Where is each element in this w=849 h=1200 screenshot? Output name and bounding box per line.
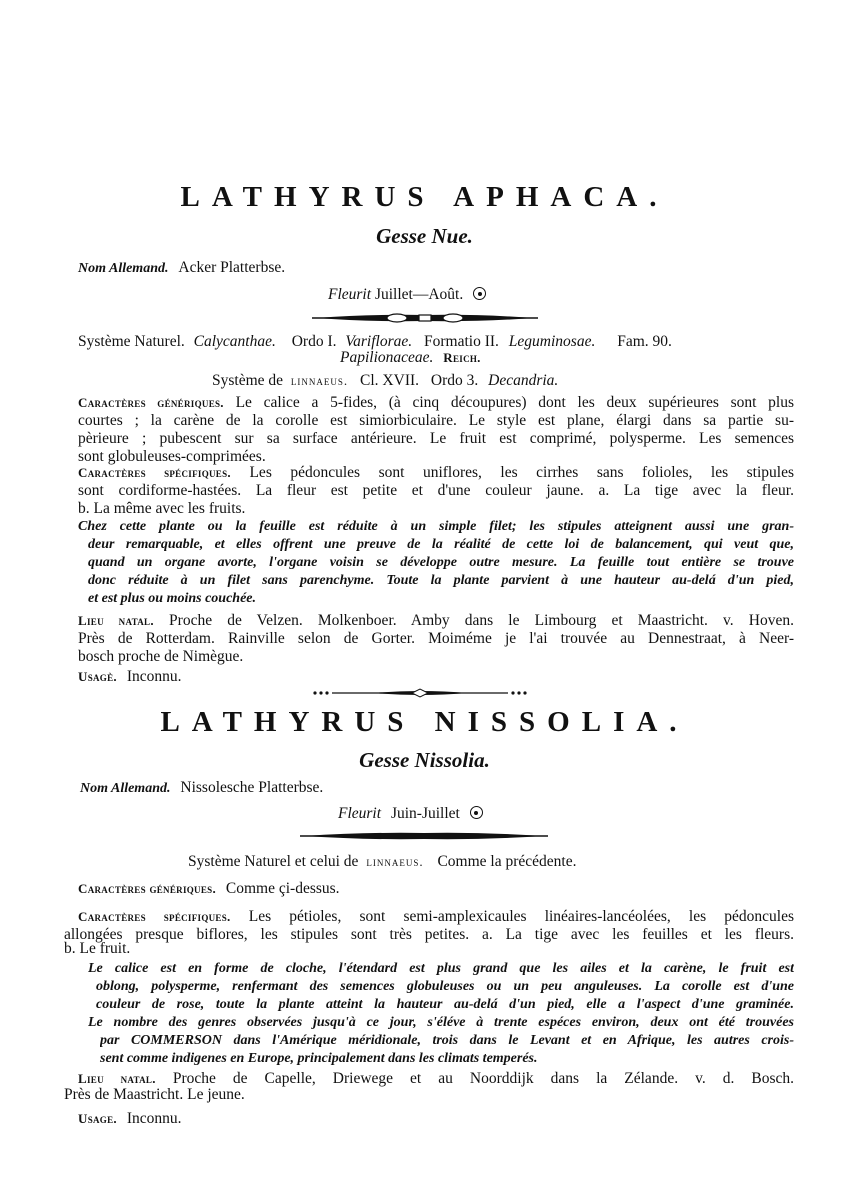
perennial-symbol-icon bbox=[470, 806, 483, 819]
formatio-label: Formatio II. bbox=[424, 333, 499, 350]
note-line: oblong, polysperme, renfermant des semences globuleuses ou un peu anguleuses. La corolle est d'une bbox=[96, 979, 794, 994]
generic-characters-line bbox=[78, 394, 794, 412]
generic-characters-text: Le calice a 5-fides, (à cinq découpures) dont les deux supérieures sont plus bbox=[235, 394, 794, 411]
flowering-line bbox=[338, 804, 483, 823]
habitat-line: Près de Maastricht. Le jeune. bbox=[64, 1086, 245, 1103]
natural-system-class: Calycanthae. bbox=[193, 333, 276, 350]
linnaeus-system-line bbox=[212, 371, 558, 390]
linnaeus-name: linnaeus. bbox=[366, 854, 424, 869]
generic-characters-label: Caractères génériques. bbox=[78, 881, 217, 896]
note-line: quand un organe avorte, l'organe voisin se développe outre mesure. La feuille tout entière se trouve bbox=[88, 555, 794, 570]
note-line: sent comme indigenes en Europe, principalement dans les climats temperés. bbox=[100, 1051, 538, 1066]
usage-label: Usagè. bbox=[78, 669, 117, 684]
linnaeus-name: linnaeus. bbox=[290, 373, 349, 388]
ordo-name: Variflorae. bbox=[345, 333, 413, 350]
specific-characters-text: Les pétioles, sont semi-amplexicaules linéaires-lancéolées, les pédoncules bbox=[248, 908, 794, 925]
habitat-text: Proche de Capelle, Driewege et au Noorddijk dans la Zélande. v. d. Bosch. bbox=[172, 1070, 794, 1087]
linnaeus-prefix: Système de bbox=[212, 372, 284, 389]
family-number: Fam. 90. bbox=[617, 333, 672, 350]
species-common-name: Gesse Nue. bbox=[376, 224, 473, 248]
formatio-name: Leguminosae. bbox=[508, 333, 596, 350]
specific-characters-line: b. La même avec les fruits. bbox=[78, 500, 246, 517]
generic-characters-line bbox=[78, 880, 340, 898]
note-line: Le nombre des genres observées jusqu'à ce jour, s'éléve à trente espéces environ, deux ont été trouvées bbox=[88, 1015, 794, 1030]
subfamily-line bbox=[340, 348, 481, 367]
species-title: LATHYRUS APHACA. bbox=[180, 181, 669, 213]
usage-value: Inconnu. bbox=[126, 1110, 182, 1127]
linnaeus-order-name: Decandria. bbox=[488, 372, 559, 389]
ornament-divider-icon bbox=[312, 688, 528, 698]
ornament-divider-icon bbox=[312, 312, 538, 324]
flowering-value: Juillet—Août. bbox=[374, 286, 464, 303]
note-line: et est plus ou moins couchée. bbox=[88, 591, 257, 606]
flowering-line bbox=[328, 285, 486, 304]
german-name-label: Nom Allemand. bbox=[78, 261, 169, 276]
flowering-label: Fleurit bbox=[328, 286, 372, 303]
specific-characters-line bbox=[78, 464, 794, 482]
german-name: Acker Platterbse. bbox=[178, 259, 286, 276]
species-common-name: Gesse Nissolia. bbox=[359, 748, 490, 772]
generic-characters-text: Comme çi-dessus. bbox=[225, 880, 340, 897]
specific-characters-line: b. Le fruit. bbox=[64, 940, 131, 957]
german-name-label: Nom Allemand. bbox=[80, 781, 171, 796]
specific-characters-label: Caractères spécifiques. bbox=[78, 465, 231, 480]
flowering-label: Fleurit bbox=[338, 805, 382, 822]
generic-characters-line: sont globuleuses-comprimées. bbox=[78, 448, 266, 465]
linnaeus-ordo: Ordo 3. bbox=[430, 372, 479, 389]
generic-characters-line: courtes ; la carène de la corolle est simiorbiculaire. Le style est plane, élargi dans sa partie su- bbox=[78, 412, 794, 429]
generic-characters-line: pèrieure ; pubescent sur sa surface antérieure. Le fruit est comprimé, polysperme. Les semences bbox=[78, 430, 794, 447]
system-author: Reich. bbox=[443, 350, 481, 365]
specific-characters-line: allongées presque biflores, les stipules sont très petites. a. La tige avec les feuilles et les fleurs. bbox=[64, 926, 794, 943]
note-line: par COMMERSON dans l'Amérique méridionale, trois dans le Levant et en Afrique, les autres crois- bbox=[100, 1033, 794, 1048]
specific-characters-text: Les pédoncules sont uniflores, les cirrhes sans folioles, les stipules bbox=[249, 464, 794, 481]
habitat-text: Proche de Velzen. Molkenboer. Amby dans le Limbourg et Maastricht. v. Hoven. bbox=[169, 612, 794, 629]
species-title: LATHYRUS NISSOLIA. bbox=[160, 706, 689, 738]
habitat-line: Près de Rotterdam. Rainville selon de Gorter. Moiméme je l'ai trouvée au Dennestraat, à Neer- bbox=[78, 630, 794, 647]
note-line: donc réduite à un filet sans parenchyme. Toute la plante parvient à une hauteur au-delá d'un pied, bbox=[88, 573, 794, 588]
ornament-divider-icon bbox=[300, 830, 548, 842]
habitat-line: bosch proche de Nimègue. bbox=[78, 648, 244, 665]
usage-value: Inconnu. bbox=[126, 668, 182, 685]
specific-characters-label: Caractères spécifiques. bbox=[78, 909, 231, 924]
note-line: Chez cette plante ou la feuille est réduite à un simple filet; les stipules atteignent aussi une gran- bbox=[78, 519, 794, 534]
flowering-value: Juin-Juillet bbox=[390, 805, 460, 822]
natural-system-text: Système Naturel et celui de bbox=[188, 853, 359, 870]
german-name-line bbox=[78, 258, 285, 278]
generic-characters-label: Caractères génériques. bbox=[78, 395, 224, 410]
perennial-symbol-icon bbox=[473, 287, 486, 300]
linnaeus-class: Cl. XVII. bbox=[360, 372, 420, 389]
natural-system-rest: Comme la précédente. bbox=[437, 853, 577, 870]
usage-line bbox=[78, 1110, 182, 1128]
natural-system-label: Système Naturel. bbox=[78, 333, 185, 350]
ordo-label: Ordo I. bbox=[291, 333, 337, 350]
specific-characters-line: sont cordiforme-hastées. La fleur est petite et d'une couleur jaune. a. La tige avec la fleur. bbox=[78, 482, 794, 499]
german-name: Nissolesche Platterbse. bbox=[180, 779, 324, 796]
usage-label: Usage. bbox=[78, 1111, 117, 1126]
habitat-label: Lieu natal. bbox=[78, 613, 154, 628]
usage-line bbox=[78, 668, 182, 686]
habitat-label: Lieu natal. bbox=[78, 1071, 156, 1086]
habitat-line bbox=[78, 612, 794, 630]
note-line: couleur de rose, toute la plante atteint la hauteur au-delá d'un pied, elle a l'aspect d'une graminée. bbox=[96, 997, 794, 1012]
note-line: deur remarquable, et elles offrent une preuve de la réalité de cette loi de balancement, qui veut que, bbox=[88, 537, 794, 552]
subfamily-name: Papilionaceae. bbox=[340, 349, 434, 366]
german-name-line bbox=[80, 778, 323, 798]
specific-characters-line bbox=[78, 908, 794, 926]
natural-system-line bbox=[188, 852, 576, 871]
note-line: Le calice est en forme de cloche, l'étendard est plus grand que les ailes et la carène, le fruit est bbox=[88, 961, 794, 976]
